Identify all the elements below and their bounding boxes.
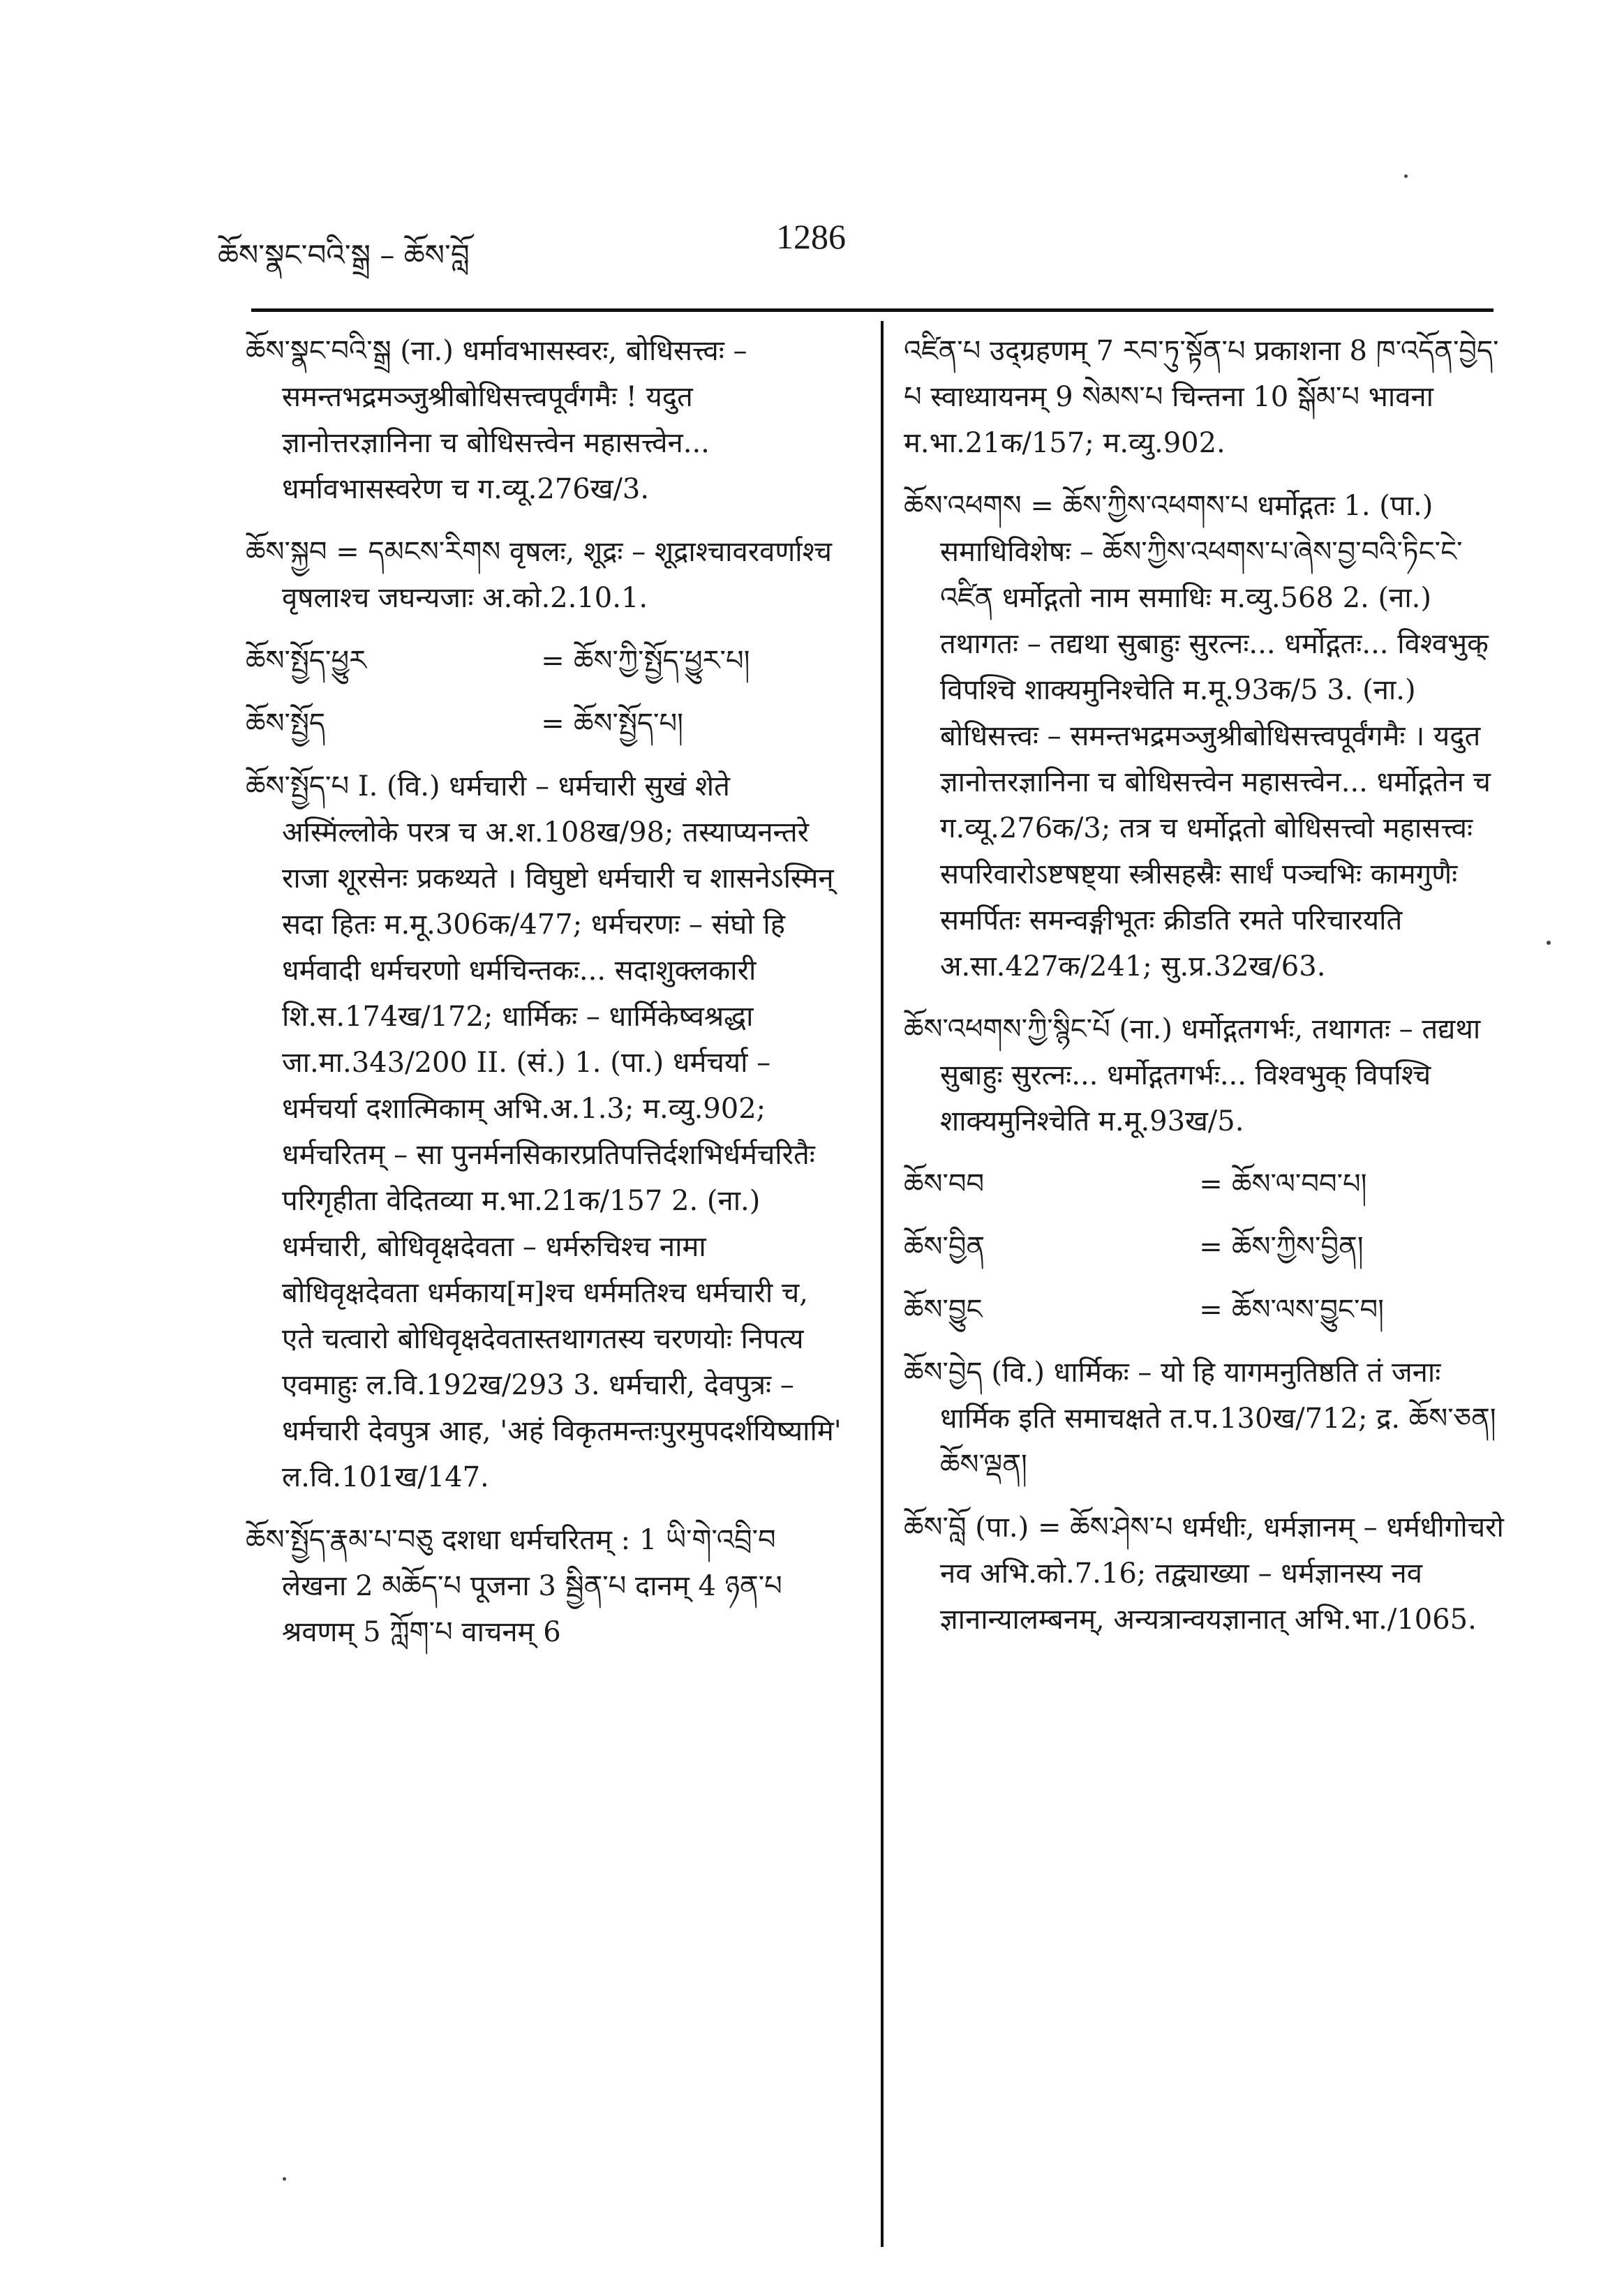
entry-chos-blo: ཆོས་བློ (पा.) = ཆོས་ཤེས་པ धर्मधीः, धर्मज्ञानम् – धर्मधीगोचरो नव अभि.को.7.16; तद्व्याख्या – धर्मज्ञानस्य नव ज्ञानान्यालम्बनम्, अन्यत्रान्वयज्ञानात् अभि.भा./1065. xyxy=(904,1511,1504,1636)
entry-chos-spyod-pa: ཆོས་སྤྱོད་པ I. (वि.) धर्मचारी – धर्मचारी सुखं शेते अस्मिंल्लोके परत्र च अ.श.108ख/98; तस्याप्यनन्तरे राजा शूरसेनः प्रकथ्यते । विघुष्टो धर्मचारी च शासनेऽस्मिन् सदा हितः म.मू.306क/477; धर्मचरणः – संघो हि धर्मवादी धर्मचरणो धर्मचिन्तकः... सदाशुक्लकारी शि.स.174ख/172; धार्मिकः – धार्मिकेष्वश्रद्धा जा.मा.343/200 II. (सं.) 1. (पा.) धर्मचर्या – धर्मचर्या दशात्मिकाम् अभि.अ.1.3; म.व्यु.902; धर्मचरितम् – सा पुनर्मनसिकारप्रतिपत्तिर्दशभिर्धर्मचरितैः परिगृहीता वेदितव्या म.भा.21क/157 2. (ना.) धर्मचारी, बोधिवृक्षदेवता – धर्मरुचिश्च नामा बोधिवृक्षदेवता धर्मकाय[म]श्च धर्ममतिश्च धर्मचारी च, एते चत्वारो बोधिवृक्षदेवतास्तथागतस्य चरणयोः निपत्य एवमाहुः ल.वि.192ख/293 3. धर्मचारी, देवपुत्रः – धर्मचारी देवपुत्र आह, 'अहं विकृतमन्तःपुरमुपदर्शयिष्यामि' ल.वि.101ख/147. xyxy=(246,770,842,1493)
entry-chos-phags: ཆོས་འཕགས = ཆོས་ཀྱིས་འཕགས་པ धर्मोद्गतः 1. (पा.) समाधिविशेषः – ཆོས་ཀྱིས་འཕགས་པ་ཞེས་བྱ་བའི་ཏིང་ངེ་འཛིན धर्मोद्गतो नाम समाधिः म.व्यु.568 2. (ना.) तथागतः – तद्यथा सुबाहुः सुरत्नः... धर्मोद्गतः... विश्वभुक् विपश्चि शाक्यमुनिश्चेति म.मू.93क/5 3. (ना.) बोधिसत्त्वः – समन्तभद्रमञ्जुश्रीबोधिसत्त्वपूर्वंगमैः । यदुत ज्ञानोत्तरज्ञानिना च बोधिसत्त्वेन महासत्त्वेन... धर्मोद्गतेन च ग.व्यू.276क/3; तत्र च धर्मोद्गतो बोधिसत्त्वो महासत्त्वः सपरिवारोऽष्टषष्ट्या स्त्रीसहस्रैः सार्धं पञ्चभिः कामगुणैः समर्पितः समन्वङ्गीभूतः क्रीडति रमते परिचारयति अ.सा.427क/241; सु.प्र.32ख/63. xyxy=(904,490,1491,983)
cross-ref-chos-spyod xyxy=(246,701,846,747)
entry-chos-spyod-rnam-pa-bcu: ཆོས་སྤྱོད་རྣམ་པ་བཅུ दशधा धर्मचरितम् : 1 ཡི་གེ་འབྲི་བ लेखना 2 མཆོད་པ पूजना 3 སྦྱིན་པ दानम् 4 ཉན་པ श्रवणम् 5 ཀློག་པ वाचनम् 6 xyxy=(246,1524,782,1648)
cross-ref-chos-byin xyxy=(904,1224,1504,1270)
entry-chos-skyab: ཆོས་སྐྱབ = དམངས་རིགས वृषलः, शूद्रः – शूद्राश्चावरवर्णाश्च वृषलाश्च जघन्यजाः अ.को.2.10.1. xyxy=(246,536,832,614)
entry-continuation: འཛིན་པ उद्ग्रहणम् 7 རབ་ཏུ་སྟོན་པ प्रकाशना 8 ཁ་འདོན་བྱེད་པ स्वाध्यायनम् 9 སེམས་པ चिन्तना 10 སྒོམ་པ भावना म.भा.21क/157; म.व्यु.902. xyxy=(904,335,1499,459)
equals-sign: = xyxy=(541,708,565,740)
scan-speck xyxy=(1404,174,1408,178)
headword: ཆོས་བྱིན xyxy=(904,1231,985,1263)
scan-speck xyxy=(1547,941,1551,945)
column-divider xyxy=(881,321,884,2247)
cross-ref-target: ཆོས་སྤྱོད་པ། xyxy=(574,708,683,740)
page-number: 1286 xyxy=(776,217,846,256)
entry-chos-snang-bai-sgra: ཆོས་སྣང་བའི་སྒྲ (ना.) धर्मावभासस्वरः, बोधिसत्त्वः – समन्तभद्रमञ्जुश्रीबोधिसत्त्वपूर्वंगमैः ! यदुत ज्ञानोत्तरज्ञानिना च बोधिसत्त्वेन महासत्त्वेन... धर्मावभासस्वरेण च ग.व्यू.276ख/3. xyxy=(246,335,747,505)
headword: ཆོས་སྤྱོད xyxy=(246,708,326,740)
right-column xyxy=(904,328,1504,1659)
headword: ཆོས་བྱུང xyxy=(904,1294,983,1326)
entry-chos-phags-kyi-snying-po: ཆོས་འཕགས་ཀྱི་སྙིང་པོ (ना.) धर्मोद्गतगर्भः, तथागतः – तद्यथा सुबाहुः सुरत्नः... धर्मोद्गतगर्भः... विश्वभुक् विपश्चि शाक्यमुनिश्चेति म.मू.93ख/5. xyxy=(904,1013,1481,1137)
cross-ref-target: ཆོས་ཀྱི་སྤྱོད་ཕྱུར་པ། xyxy=(574,645,750,677)
running-head: ཆོས་སྣང་བའི་སྒྲ – ཆོས་བློ xyxy=(218,238,470,272)
headword: ཆོས་བབ xyxy=(904,1168,985,1200)
left-column xyxy=(246,328,846,1672)
entry-chos-byed: ཆོས་བྱེད (वि.) धार्मिकः – यो हि यागमनुतिष्ठति तं जनाः धार्मिक इति समाचक्षते त.प.130ख/712; द्र. ཆོས་ཅན། ཆོས་ལྡན། xyxy=(904,1357,1496,1481)
equals-sign: = xyxy=(541,645,565,677)
cross-ref-chos-spyod-phyur xyxy=(246,638,846,684)
cross-ref-chos-bab xyxy=(904,1161,1504,1207)
header-rule xyxy=(251,308,1493,312)
cross-ref-target: ཆོས་ལ་བབ་པ། xyxy=(1232,1168,1367,1200)
equals-sign: = xyxy=(1199,1168,1223,1200)
cross-ref-target: ཆོས་ཀྱིས་བྱིན། xyxy=(1232,1231,1364,1263)
equals-sign: = xyxy=(1199,1294,1223,1326)
equals-sign: = xyxy=(1199,1231,1223,1263)
headword: ཆོས་སྤྱོད་ཕྱུར xyxy=(246,645,366,677)
scan-speck xyxy=(283,2177,286,2181)
cross-ref-target: ཆོས་ལས་བྱུང་བ། xyxy=(1232,1294,1384,1326)
cross-ref-chos-byung xyxy=(904,1287,1504,1333)
